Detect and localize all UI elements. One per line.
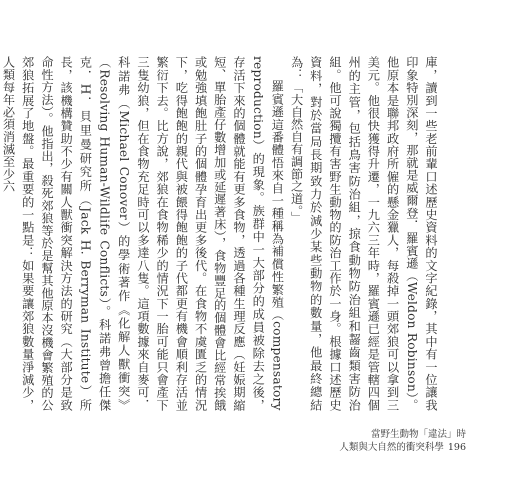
page-footer (339, 428, 466, 454)
paragraph: 羅賓遜這番體悟來自一種稱為補償性繁殖（compensatory reproduction）的現象。族群中一大部分的成員被除去之後，存活下來的個體就能有更多食物，透過各種生理反應（妊娠期縮短、單胎產仔數增加或延遲著床），食物豐足的個體會比經常挨餓或勉強填飽肚子的個體孕育出更多後代。在食物不虞匱乏的情況下，吃得飽飽的親代與被餵得飽飽的子代都更有機會順利存活並繁衍下去。比方說，郊狼在食物稀少的情況下一胎可能只會產下三隻幼狼，但在食物充足時可以多達八隻。這項數據來自麥可．科諾弗（Michael Conover）的學術著作《化解人獸衝突》（Resolving Human-Wildlife Conflicts）。科諾弗曾擔任傑克．H．貝里曼研究所（Jack H. Berryman Institute）所長，該機構贊助不少有關人獸衝突解決方法的研究（大部分是致命性方法）。他指出，殺死郊狼等於是幫其他原本沒機會繁殖的公郊狼拓展了地盤。最重要的一點是：如果要讓郊狼數量淨減少，人類每年必須消滅至少六 (1, 56, 285, 411)
body-text (0, 56, 440, 411)
page-number: 196 (447, 442, 466, 453)
running-title: 當野生動物「違法」時 (370, 429, 466, 440)
paragraph: 庫，讀到一些老前輩口述歷史資料的文字紀錄，其中有一位讓我印象特別深刻，那就是威爾登．羅賓遜（Weldon Robinson）。他原本是聯邦政府所僱的懸金獵人，每殺掉一頭郊狼可以拿到三美元。他很快獲得升遷，一九六三年時，羅賓遜已經是管轄四個州的主管，包括鳥害防治組，掠食動物防治組和齧齒類害防治組。他可說獨攬有害野生動物的防治工作於一身。根據口述歷史資料，對於當局長期致力於減少某些動物的數量，他最終總結為：「大自然自有調節之道。」 (289, 56, 438, 411)
running-subtitle: 人類與大自然的衝突科學 (339, 442, 444, 453)
running-subtitle-row (339, 441, 466, 454)
